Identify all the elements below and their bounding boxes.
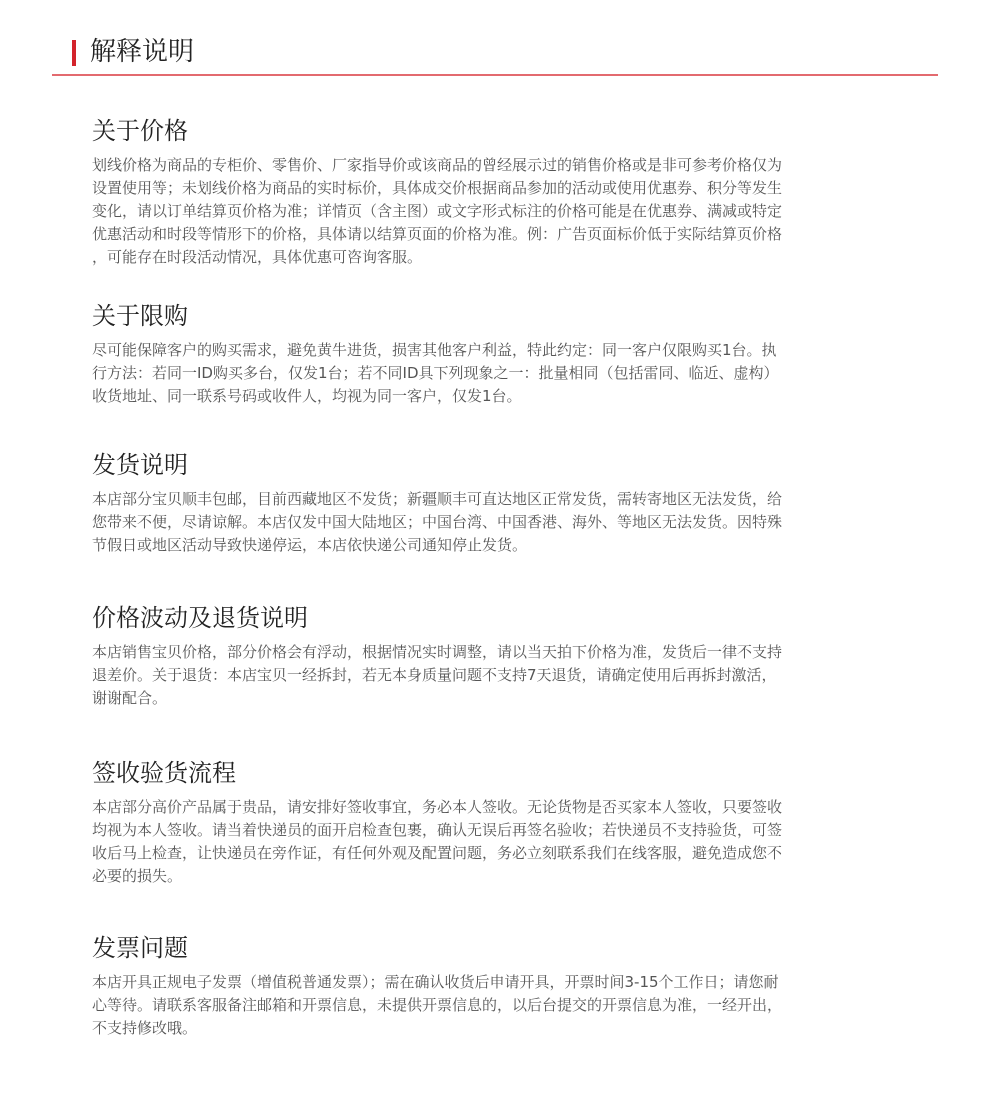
section-receipt-inspection [92, 758, 914, 888]
section-title: 价格波动及退货说明 [92, 604, 308, 632]
section-invoice [92, 933, 914, 1040]
page-title: 解释说明 [90, 37, 195, 67]
section-body: 本店开具正规电子发票（增值税普通发票）；需在确认收货后申请开具，开票时间3-15个工作日；请您耐 心等待。请联系客服备注邮箱和开票信息，未提供开票信息的，以后台提交的开票信息为准，一经开出， 不支持修改哦。 [92, 973, 783, 1037]
page-header [52, 36, 938, 76]
section-body: 尽可能保障客户的购买需求，避免黄牛进货，损害其他客户利益，特此约定：同一客户仅限购买1台。执 行方法：若同一ID购买多台，仅发1台；若不同ID具下列现象之一：批量相同（包括雷同、临近、虚构） 收货地址、同一联系号码或收件人，均视为同一客户，仅发1台。 [92, 341, 779, 405]
section-body: 本店部分高价产品属于贵品，请安排好签收事宜，务必本人签收。无论货物是否买家本人签收，只要签收 均视为本人签收。请当着快递员的面开启检查包裹，确认无误后再签名验收；若快递员不支持验货，可签 收后马上检查，让快递员在旁作证，有任何外观及配置问题，务必立刻联系我们在线客服，避免造成您不 必要的损失。 [92, 798, 783, 885]
section-price [92, 116, 914, 269]
section-shipping [92, 450, 914, 557]
section-title: 发票问题 [92, 934, 188, 962]
section-title: 发货说明 [92, 451, 188, 479]
section-purchase-limit [92, 301, 914, 408]
section-title: 关于价格 [92, 117, 188, 145]
section-body: 本店销售宝贝价格，部分价格会有浮动，根据情况实时调整，请以当天拍下价格为准，发货后一律不支持 退差价。关于退货：本店宝贝一经拆封，若无本身质量问题不支持7天退货，请确定使用后再拆封激活， 谢谢配合。 [92, 643, 783, 707]
section-body: 本店部分宝贝顺丰包邮，目前西藏地区不发货；新疆顺丰可直达地区正常发货，需转寄地区无法发货，给 您带来不便，尽请谅解。本店仅发中国大陆地区；中国台湾、中国香港、海外、等地区无法发货。因特殊 节假日或地区活动导致快递停运，本店依快递公司通知停止发货。 [92, 490, 783, 554]
section-title: 关于限购 [92, 302, 188, 330]
section-title: 签收验货流程 [92, 759, 236, 787]
header-accent-bar [72, 40, 76, 66]
section-price-fluctuation-returns [92, 603, 914, 710]
section-body: 划线价格为商品的专柜价、零售价、厂家指导价或该商品的曾经展示过的销售价格或是非可参考价格仅为 设置使用等；未划线价格为商品的实时标价，具体成交价根据商品参加的活动或使用优惠券、积分等发生 变化，请以订单结算页价格为准；详情页（含主图）或文字形式标注的价格可能是在优惠券、满减或特定 优惠活动和时段等情形下的价格，具体请以结算页面的价格为准。例：广告页面标价低于实际结算页价格 ，可能存在时段活动情况，具体优惠可咨询客服。 [92, 156, 783, 266]
